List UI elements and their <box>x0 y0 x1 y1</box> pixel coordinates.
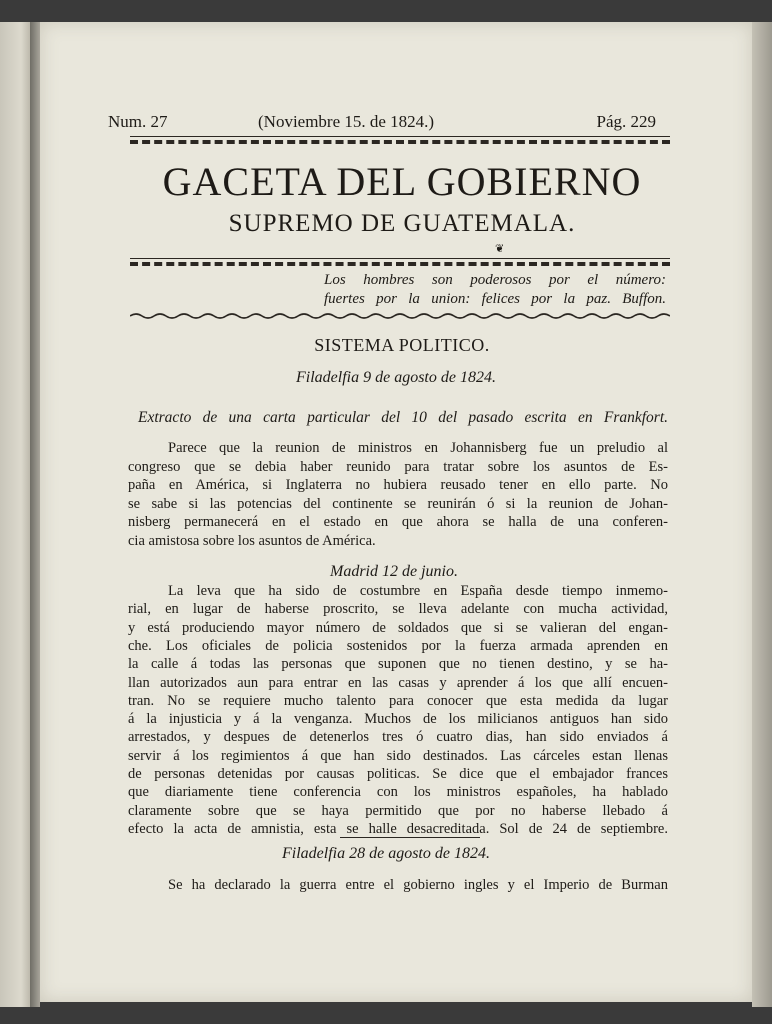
header-ornament-rule <box>130 140 670 144</box>
body-text-line: nisberg permanecerá en el estado en que ahora se halla de una conferen- <box>128 514 668 531</box>
body-text-line: paña en América, si Inglaterra no hubiera reusado tener en ello parte. No <box>128 477 668 494</box>
body-text-line: se sabe si las potencias del continente se reunirán ó si la reunion de Johan- <box>128 495 668 512</box>
body-text-line: llan autorizados aun para entrar en las casas y aprender á los que allí encuen- <box>128 674 668 691</box>
section-heading: SISTEMA POLITICO. <box>314 335 490 355</box>
body-text-line: claramente sobre que se haya permitido que por no haberse llebado á <box>128 802 668 819</box>
header-rule-top <box>130 136 670 137</box>
page-header <box>108 112 656 134</box>
body-text-line: La leva que ha sido de costumbre en España desde tiempo inmemo- <box>168 583 668 599</box>
article-separator <box>340 837 480 838</box>
article2-dateline: Madrid 12 de junio. <box>330 563 458 580</box>
issue-date: (Noviembre 15. de 1824.) <box>258 112 435 131</box>
issue-number: Num. 27 <box>108 112 168 131</box>
body-text-line: de personas detenidas por causas politicas. Se dice que el embajador frances <box>128 766 668 782</box>
masthead-subtitle: SUPREMO DE GUATEMALA. <box>228 210 576 237</box>
ornament-glyph: ❦ <box>495 242 505 255</box>
body-text-line: cia amistosa sobre los asuntos de América. <box>128 533 376 549</box>
book-gutter <box>30 22 40 1007</box>
body-text-line: Parece que la reunion de ministros en Johannisberg fue un preludio al <box>168 440 668 456</box>
article1-subtitle: Extracto de una carta particular del 10 del pasado escrita en Frankfort. <box>138 409 668 426</box>
masthead-title: GACETA DEL GOBIERNO <box>162 159 642 204</box>
page-number: Pág. 229 <box>596 112 656 131</box>
left-page-edge <box>0 22 31 1007</box>
body-text-line: tran. No se requiere mucho talento para conocer que esta medida da lugar <box>128 692 668 709</box>
epigraph-line-2: fuertes por la union: felices por la paz. Buffon. <box>324 291 666 307</box>
body-text-line: la calle á todas las personas que suponen que no tienen destino, y se ha- <box>128 656 668 673</box>
wavy-divider <box>130 312 670 320</box>
body-text-line: que diariamente tiene conferencia con los ministros españoles, ha hablado <box>128 784 668 801</box>
body-text-line: che. Los oficiales de policia sostenidos por la fuerza armada aprenden en <box>128 637 668 654</box>
article1-dateline: Filadelfia 9 de agosto de 1824. <box>296 369 496 386</box>
body-text-line: congreso que se debia haber reunido para tratar sobre los asuntos de Es- <box>128 458 668 475</box>
body-text-line: arrestados, y despues de detenerlos tres ó cuatro dias, han sido enviados á <box>128 729 668 746</box>
article3-dateline: Filadelfia 28 de agosto de 1824. <box>282 845 490 862</box>
title-ornament-rule <box>130 262 670 266</box>
right-page-edge <box>752 22 772 1007</box>
body-text-line: Se ha declarado la guerra entre el gobierno ingles y el Imperio de Burman <box>168 877 668 893</box>
body-text-line: servir á los regimientos á que han sido destinados. Las cárceles estan llenas <box>128 747 668 764</box>
title-rule-upper <box>130 258 670 259</box>
body-text-line: á la injusticia y á la venganza. Muchos de los milicianos antiguos han sido <box>128 711 668 728</box>
body-text-line: efecto la acta de amnistia, esta se halle desacreditada. Sol de 24 de septiembre. <box>128 820 668 837</box>
body-text-line: rial, en lugar de haberse proscrito, se lleva adelante con mucha actividad, <box>128 601 668 618</box>
body-text-line: y está produciendo mayor número de soldados que si se valieran del engan- <box>128 619 668 636</box>
epigraph-line-1: Los hombres son poderosos por el número: <box>324 272 666 288</box>
